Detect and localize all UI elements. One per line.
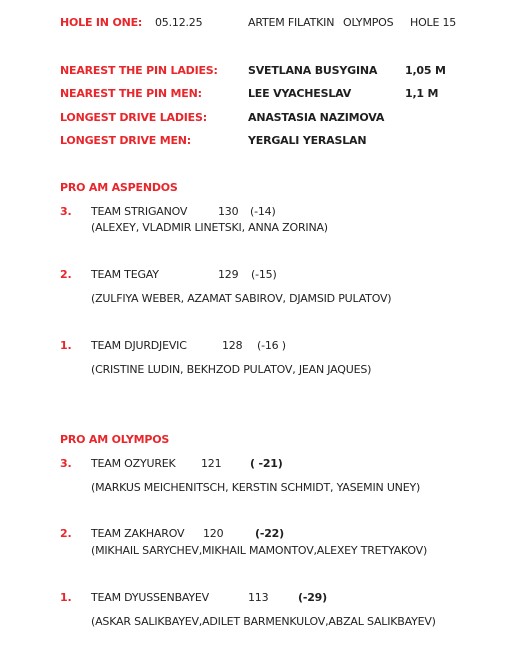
section-title-olympos: PRO AM OLYMPOS	[60, 433, 170, 446]
hole-in-one-label: HOLE IN ONE:	[60, 16, 143, 29]
team-members: (MARKUS MEICHENITSCH, KERSTIN SCHMIDT, YASEMIN UNEY)	[91, 481, 421, 494]
rank: 1.	[60, 339, 72, 352]
team-score: 113	[248, 591, 269, 604]
team-members: (ASKAR SALIKBAYEV,ADILET BARMENKULOV,ABZAL SALIKBAYEV)	[91, 615, 436, 628]
team-score: 128	[222, 339, 243, 352]
team-members: (MIKHAIL SARYCHEV,MIKHAIL MAMONTOV,ALEXEY TRETYAKOV)	[91, 544, 428, 557]
award-label: LONGEST DRIVE LADIES:	[60, 111, 207, 124]
team-name: TEAM TEGAY	[91, 268, 159, 281]
team-name: TEAM STRIGANOV	[91, 205, 188, 218]
team-score: 129	[218, 268, 239, 281]
hole-in-one-player: ARTEM FILATKIN	[248, 16, 335, 29]
team-name: TEAM OZYUREK	[91, 457, 176, 470]
team-par: (-14)	[250, 205, 276, 218]
team-score: 130	[218, 205, 239, 218]
award-winner: SVETLANA BUSYGINA	[248, 64, 378, 77]
rank: 1.	[60, 591, 72, 604]
award-label: LONGEST DRIVE MEN:	[60, 134, 191, 147]
award-label: NEAREST THE PIN LADIES:	[60, 64, 218, 77]
rank: 3.	[60, 457, 72, 470]
team-name: TEAM DJURDJEVIC	[91, 339, 187, 352]
team-par: (-15)	[251, 268, 277, 281]
hole-in-one-date: 05.12.25	[155, 16, 203, 29]
team-members: (ZULFIYA WEBER, AZAMAT SABIROV, DJAMSID PULATOV)	[91, 292, 392, 305]
award-winner: LEE VYACHESLAV	[248, 87, 352, 100]
team-par: (-29)	[298, 591, 327, 604]
award-label: NEAREST THE PIN MEN:	[60, 87, 202, 100]
team-par: ( -21)	[250, 457, 283, 470]
award-value: 1,05 M	[405, 64, 446, 77]
hole-in-one-hole: HOLE 15	[410, 16, 457, 29]
award-winner: ANASTASIA NAZIMOVA	[248, 111, 385, 124]
rank: 2.	[60, 527, 72, 540]
rank: 2.	[60, 268, 72, 281]
section-title-aspendos: PRO AM ASPENDOS	[60, 181, 178, 194]
hole-in-one-course: OLYMPOS	[343, 16, 394, 29]
team-par: (-16 )	[257, 339, 286, 352]
team-members: (CRISTINE LUDIN, BEKHZOD PULATOV, JEAN JAQUES)	[91, 363, 372, 376]
team-par: (-22)	[255, 527, 284, 540]
team-members: (ALEXEY, VLADMIR LINETSKI, ANNA ZORINA)	[91, 221, 328, 234]
team-score: 120	[203, 527, 224, 540]
rank: 3.	[60, 205, 72, 218]
team-name: TEAM DYUSSENBAYEV	[91, 591, 209, 604]
team-score: 121	[201, 457, 222, 470]
award-winner: YERGALI YERASLAN	[248, 134, 367, 147]
team-name: TEAM ZAKHAROV	[91, 527, 185, 540]
award-value: 1,1 M	[405, 87, 439, 100]
